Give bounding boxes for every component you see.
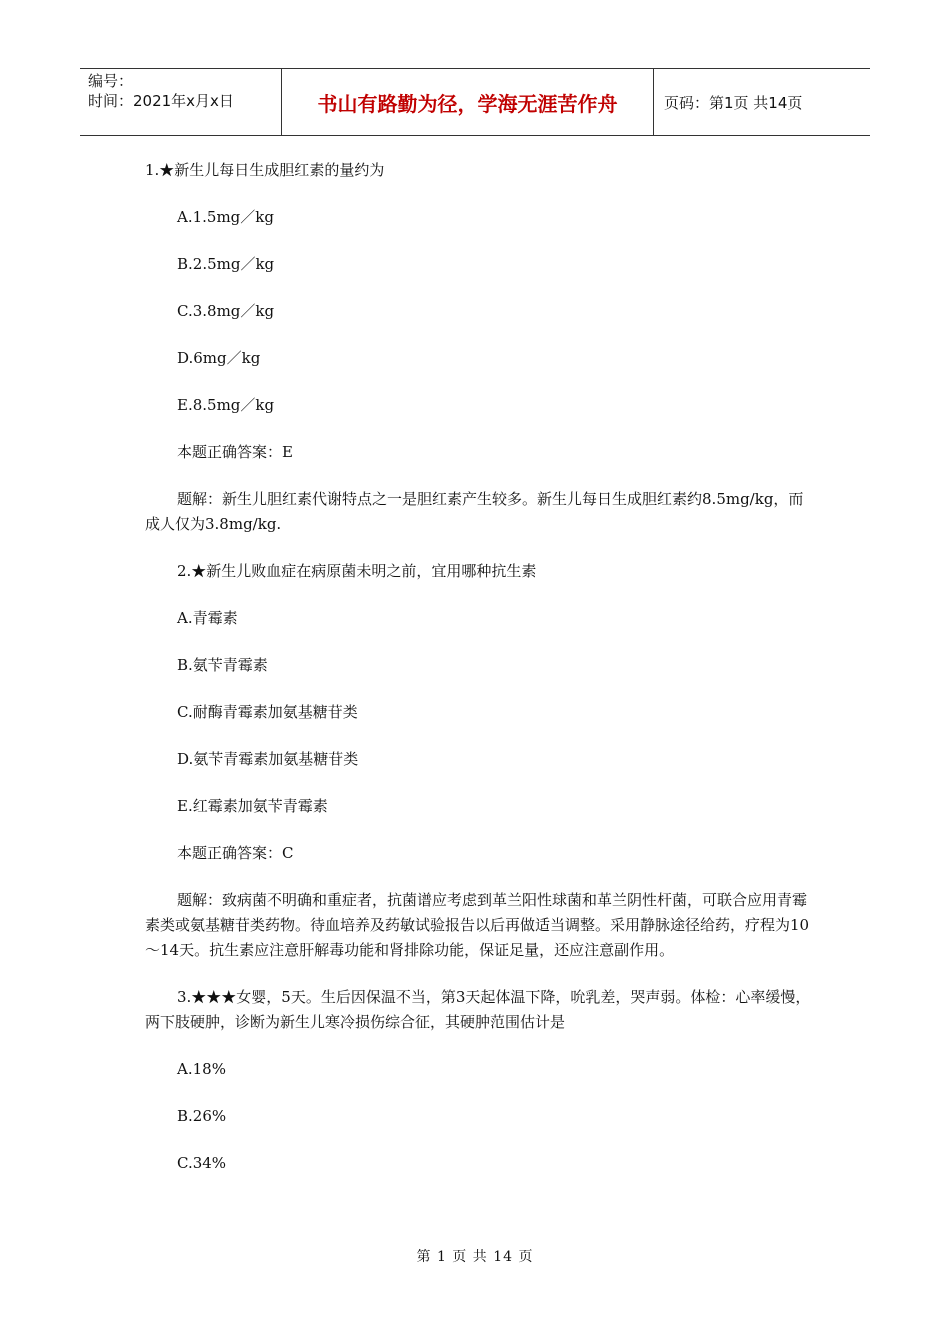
option-e: E.8.5mg／kg — [177, 396, 275, 414]
option-b: B.26% — [177, 1107, 227, 1125]
option-b: B.2.5mg／kg — [177, 255, 275, 273]
option-e: E.红霉素加氨苄青霉素 — [177, 797, 328, 815]
question-stem: 3.★★★女婴，5天。生后因保温不当，第3天起体温下降，吮乳差，哭声弱。体检：心率缓慢，两下肢硬肿，诊断为新生儿寒冷损伤综合征，其硬肿范围估计是 — [145, 988, 811, 1031]
option-c: C.34% — [177, 1154, 227, 1172]
header-motto: 书山有路勤为径，学海无涯苦作舟 — [282, 69, 654, 135]
option-d: D.氨苄青霉素加氨基糖苷类 — [177, 750, 359, 768]
option-c: C.耐酶青霉素加氨基糖苷类 — [177, 703, 358, 721]
page-footer: 第 1 页 共 14 页 — [416, 1249, 534, 1265]
option-b: B.氨苄青霉素 — [177, 656, 268, 674]
question-stem: 1.★新生儿每日生成胆红素的量约为 — [145, 161, 385, 179]
number-label: 编号： — [88, 72, 134, 90]
option-a: A.青霉素 — [177, 609, 238, 627]
document-body — [145, 158, 815, 1198]
document-header — [80, 68, 870, 136]
option-d: D.6mg／kg — [177, 349, 261, 367]
header-page-info: 页码：第1页 共14页 — [664, 93, 803, 112]
time-label: 时间：2021年x月x日 — [88, 92, 234, 110]
option-a: A.18% — [177, 1060, 226, 1078]
option-c: C.3.8mg／kg — [177, 302, 275, 320]
option-a: A.1.5mg／kg — [177, 208, 274, 226]
header-meta — [80, 69, 282, 135]
explanation: 题解：新生儿胆红素代谢特点之一是胆红素产生较多。新生儿每日生成胆红素约8.5mg/kg，而成人仅为3.8mg/kg. — [145, 490, 804, 533]
explanation: 题解：致病菌不明确和重症者，抗菌谱应考虑到革兰阳性球菌和革兰阴性杆菌，可联合应用青霉素类或氨基糖苷类药物。待血培养及药敏试验报告以后再做适当调整。采用静脉途径给药，疗程为10～14天。抗生素应注意肝解毒功能和肾排除功能，保证足量，还应注意副作用。 — [145, 891, 810, 959]
answer: 本题正确答案：E — [177, 443, 293, 461]
answer: 本题正确答案：C — [177, 844, 294, 862]
question-stem: 2.★新生儿败血症在病原菌未明之前，宜用哪种抗生素 — [177, 562, 537, 580]
